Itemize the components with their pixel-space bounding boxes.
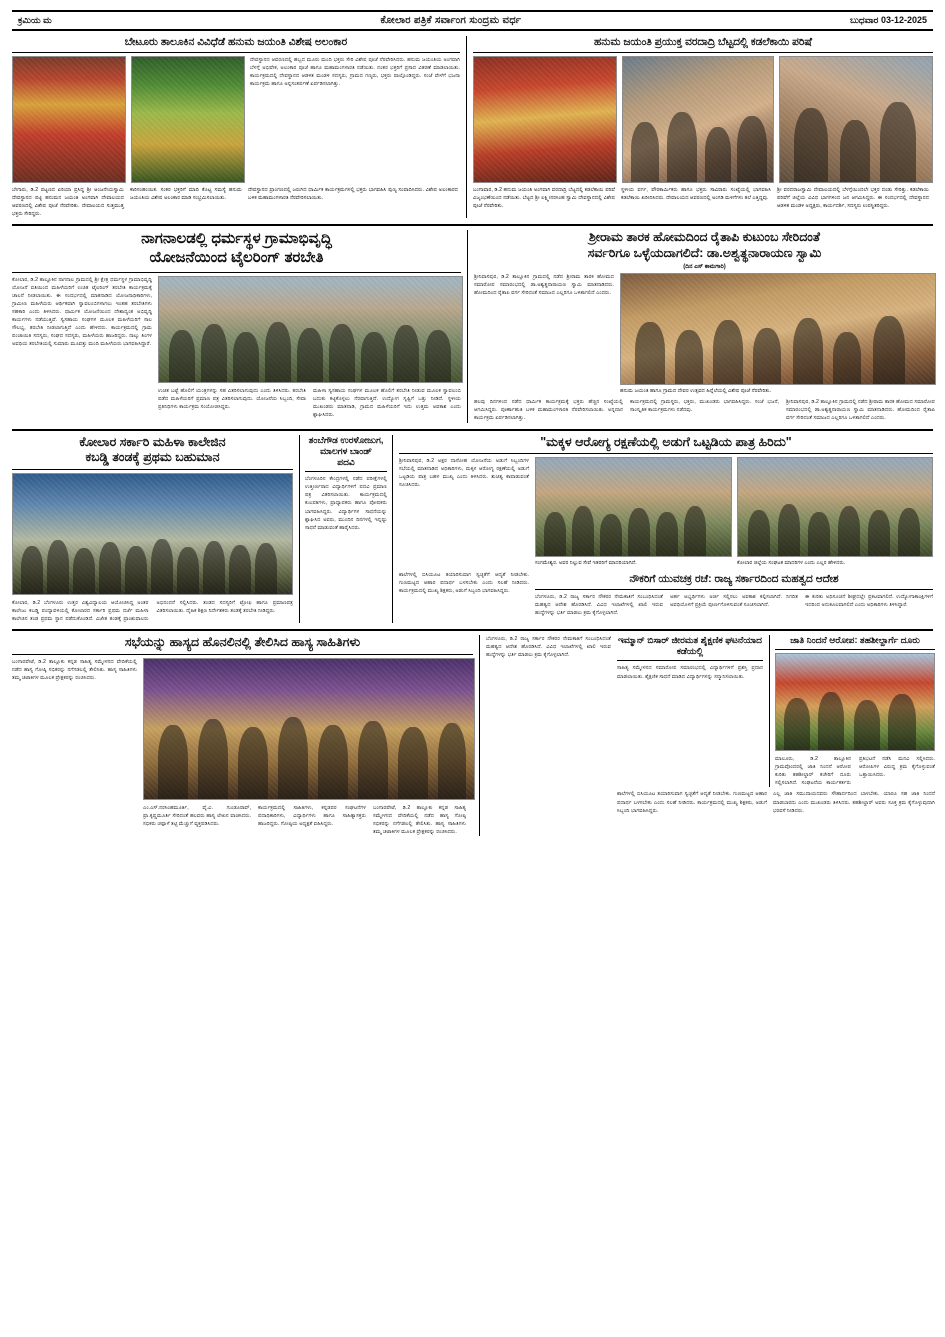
story-caste-complaint [769,635,935,788]
story-hanuma-jayanti-belur [12,36,466,218]
photo-kabaddi-team [12,473,293,595]
masthead-left: ಕ್ರಮಿಯ ಮ [18,15,52,25]
story-headline-line2: ಸರ್ವರಿಗೂ ಒಳ್ಳೆಯದಾಗಲಿದೆ: ಡಾ.ಅಶ್ವತ್ಥನಾರಾಯಣ ಸ್ವಾಮಿ [587,245,822,260]
story-tailoring-training [12,230,467,422]
story-headline-line2: ಮಾಲಗಳ ಬಾಂಡ್ [320,445,372,456]
story-headline: ಹನುಮ ಜಯಂತಿ ಪ್ರಯುಕ್ತ ವರದಾದ್ರಿ ಬೆಟ್ಟದಲ್ಲಿ ಕಡಲೆಕಾಯಿ ಪರಿಷೆ [594,36,812,48]
story-column-4: ಬಂಗಾರಪೇಟೆ, ಡಿ.2 ತಾಲ್ಲೂಕು ಕನ್ನಡ ಸಾಹಿತ್ಯ ಸಮ್ಮೇಳನದ ವೇದಿಕೆಯಲ್ಲಿ ನಡೆದ ಹಾಸ್ಯ ಗೋಷ್ಠಿ ಸಭಿಕರನ್ನು ನಗೆಗಡಲಲ್ಲಿ ತೇಲಿಸಿತು. ಹಾಸ್ಯ ಸಾಹಿತಿಗಳು ತಮ್ಮ ಚಟಾಕಿಗಳ ಮೂಲಕ ಪ್ರೇಕ್ಷಕರನ್ನು ರಂಜಿಸಿದರು. [373,804,466,835]
photo-meeting-1 [535,457,732,557]
jobs-column-1: ಬೆಂಗಳೂರು, ಡಿ.2 ರಾಜ್ಯ ಸರ್ಕಾರ ನೌಕರರ ನೇಮಕಾತಿಗೆ ಸಂಬಂಧಿಸಿದಂತೆ ಮಹತ್ವದ ಆದೇಶ ಹೊರಡಿಸಿದೆ. ವಿವಿಧ ಇಲಾಖೆಗಳಲ್ಲಿ ಖಾಲಿ ಇರುವ ಹುದ್ದೆಗಳನ್ನು ಭರ್ತಿ ಮಾಡಲು ಕ್ರಮ ಕೈಗೊಳ್ಳಲಾಗಿದೆ. [535,594,663,617]
story-degree-award [299,435,392,623]
photo-inauguration [158,276,463,383]
story-body: ಕೋಲಾರ, ಡಿ.2 ಬೆಂಗಳೂರು ಉತ್ತರ ವಿಶ್ವವಿದ್ಯಾಲಯ ಆಯೋಜಿಸಿದ್ದ ಅಂತರ ಕಾಲೇಜು ಕಬಡ್ಡಿ ಪಂದ್ಯಾವಳಿಯಲ್ಲಿ ಕೋಲಾರದ ಸರ್ಕಾರಿ ಪ್ರಥಮ ದರ್ಜೆ ಮಹಿಳಾ ಕಾಲೇಜಿನ ತಂಡ ಪ್ರಥಮ ಸ್ಥಾನ ಪಡೆದುಕೊಂಡಿದೆ. ವಿಜೇತ ತಂಡಕ್ಕೆ ಪ್ರಾಂಶುಪಾಲರು ಅಭಿನಂದನೆ ಸಲ್ಲಿಸಿದರು. ತಂಡದ ಸದಸ್ಯರಿಗೆ ಟ್ರೋಫಿ ಹಾಗೂ ಪ್ರಮಾಣಪತ್ರ ವಿತರಿಸಲಾಯಿತು. ದೈಹಿಕ ಶಿಕ್ಷಣ ನಿರ್ದೇಶಕರು ತಂಡಕ್ಕೆ ತರಬೇತಿ ನೀಡಿದ್ದರು. [12,599,293,622]
story-headline-line2: ಯೋಜನೆಯಿಂದ ಟೈಲರಿಂಗ್ ತರಬೇತಿ [149,249,324,267]
photo-caption-2: ಸ್ಥಳೀಯ ವರ್ಗ, ಪೌರಕಾರ್ಮಿಕರು ಹಾಗೂ ಭಕ್ತರು ಸಾವಿರಾರು ಸಂಖ್ಯೆಯಲ್ಲಿ ಭಾಗವಹಿಸಿ ಕಡಲೆಕಾಯಿ ಖರೀದಿಸಿದರು. ದೇವಾಲಯದ ಆವರಣದಲ್ಲಿ ಅಂಗಡಿ ಮಳಿಗೆಗಳು ತಲೆ ಎತ್ತಿದ್ದವು. [621,187,771,201]
story-kicker: (ದಿನ ಎಸ್ ಕಾಮಗಾರಿ) [683,263,726,270]
story-column-4: ಶ್ರೀನಿವಾಸಪುರ, ಡಿ.2 ತಾಲ್ಲೂಕಿನ ಗ್ರಾಮದಲ್ಲಿ ನಡೆದ ಶ್ರೀರಾಮ ತಾರಕ ಹೋಮದ ಸಮಾರೋಪ ಸಮಾರಂಭದಲ್ಲಿ ಡಾ.ಅಶ್ವತ್ಥನಾರಾಯಣ ಸ್ವಾಮಿ ಮಾತನಾಡಿದರು. ಹೋಮದಿಂದ ರೈತಾಪಿ ವರ್ಗ ಸೇರಿದಂತೆ ಸಮಾಜದ ಎಲ್ಲರಿಗೂ ಒಳಿತಾಗಲಿದೆ ಎಂದರು. [786,399,935,422]
story-column-carryover [486,635,611,815]
photo-devotees [779,56,933,183]
story-varadadri-kadalekai-parishe [466,36,933,218]
story-headline-line1: ಶ್ರೀರಾಮ ತಾರಕ ಹೋಮದಿಂದ ರೈತಾಪಿ ಕುಟುಂಬ ಸೇರಿದಂತೆ [589,230,820,245]
story-body-cont: ದೇವಸ್ಥಾನದ ಪ್ರಾಂಗಣದಲ್ಲಿ ಜರುಗಿದ ಧಾರ್ಮಿಕ ಕಾರ್ಯಕ್ರಮಗಳಲ್ಲಿ ಭಕ್ತರು ಭಾಗವಹಿಸಿ ಪುಣ್ಯ ಸಂಪಾದಿಸಿದರು. ವಿಶೇಷ ಅಲಂಕಾರದ ಬಳಿಕ ಮಹಾಮಂಗಳಾರತಿ ನೆರವೇರಿಸಲಾಯಿತು. [248,187,458,201]
photo-protest-banner [775,653,935,751]
masthead-date: ಬುಧವಾರ 03-12-2025 [849,15,927,25]
story-body-extra: ಶಾಲೆಗಳಲ್ಲಿ ಬಿಸಿಯೂಟ ತಯಾರಿಸುವಾಗ ಸ್ವಚ್ಛತೆಗೆ ಆದ್ಯತೆ ನೀಡಬೇಕು. ಗುಣಮಟ್ಟದ ಆಹಾರ ಪದಾರ್ಥ ಬಳಸಬೇಕು ಎಂದು ಸಲಹೆ ನೀಡಿದರು. ಕಾರ್ಯಕ್ರಮದಲ್ಲಿ ಮುಖ್ಯ ಶಿಕ್ಷಕರು, ಅಡುಗೆ ಸಿಬ್ಬಂದಿ ಭಾಗವಹಿಸಿದ್ದರು. [617,791,767,814]
jobs-column-3: ಈ ಕುರಿತು ಅಧಿಸೂಚನೆ ಶೀಘ್ರದಲ್ಲೇ ಪ್ರಕಟವಾಗಲಿದೆ. ಉದ್ಯೋಗಾಕಾಂಕ್ಷಿಗಳಿಗೆ ಇದರಿಂದ ಅನುಕೂಲವಾಗಲಿದೆ ಎಂದು ಅಧಿಕಾರಿಗಳು ತಿಳಿಸಿದ್ದಾರೆ. [805,594,933,609]
photo-caption-3: ಶ್ರೀ ವರದರಾಜಸ್ವಾಮಿ ದೇವಾಲಯದಲ್ಲಿ ಬೆಳಗ್ಗೆಯಿಂದಲೇ ಭಕ್ತರ ದಂಡು ಸೇರಿತ್ತು. ಕಡಲೆಕಾಯಿ ಪರಿಷೆಗೆ ಜಿಲ್ಲೆಯ ವಿವಿಧ ಭಾಗಗಳಿಂದ ಜನ ಆಗಮಿಸಿದ್ದರು. ಈ ಸಂದರ್ಭದಲ್ಲಿ ದೇವಸ್ಥಾನದ ಆಡಳಿತ ಮಂಡಳಿ ಅಧ್ಯಕ್ಷರು, ಕಾರ್ಯದರ್ಶಿ, ಸದಸ್ಯರು ಉಪಸ್ಥಿತರಿದ್ದರು. [777,187,929,209]
story-column-1: ಶ್ರೀನಿವಾಸಪುರ, ಡಿ.2 ಅಕ್ಷರ ದಾಸೋಹ ಯೋಜನೆಯ ಅಡುಗೆ ಸಿಬ್ಬಂದಿಗಳ ಸಭೆಯಲ್ಲಿ ಮಾತನಾಡಿದ ಅಧಿಕಾರಿಗಳು, ಮಕ್ಕಳ ಆರೋಗ್ಯ ರಕ್ಷಣೆಯಲ್ಲಿ ಅಡುಗೆ ಒಟ್ಟಡಿಯ ಪಾತ್ರ ಬಹಳ ಮುಖ್ಯ ಎಂದು ತಿಳಿಸಿದರು. ಶುಚಿತ್ವ ಕಾಪಾಡುವಂತೆ ಸೂಚಿಸಿದರು. [399,458,529,489]
photo-meeting-2 [737,457,934,557]
carryover-text: ಬೆಂಗಳೂರು, ಡಿ.2 ರಾಜ್ಯ ಸರ್ಕಾರ ನೌಕರರ ನೇಮಕಾತಿಗೆ ಸಂಬಂಧಿಸಿದಂತೆ ಮಹತ್ವದ ಆದೇಶ ಹೊರಡಿಸಿದೆ. ವಿವಿಧ ಇಲಾಖೆಗಳಲ್ಲಿ ಖಾಲಿ ಇರುವ ಹುದ್ದೆಗಳನ್ನು ಭರ್ತಿ ಮಾಡಲು ಕ್ರಮ ಕೈಗೊಳ್ಳಲಾಗಿದೆ. [486,635,611,659]
story-headline: ಇಮ್ಮಾನ್ ಬಿಸಾರ್ ಜೀರಮತ ಶೈಕ್ಷಣಿಕ ಘಟನೆಯಾದ ಕಡೆಯಲ್ಲಿ [618,634,762,657]
story-headline-line1: ನಾಗನಾಲಡಲ್ಲಿ ಧರ್ಮಸ್ಥಳ ಗ್ರಾಮಾಭಿವೃದ್ಧಿ [141,230,332,248]
story-school-award [617,635,763,788]
story-body-top: ದೇವಸ್ಥಾನದ ಆವರಣದಲ್ಲಿ ಹಬ್ಬದ ಮೂರು ಮಂದಿ ಭಕ್ತರು ಸೇರಿ ವಿಶೇಷ ಪೂಜೆ ನೆರವೇರಿಸಿದರು. ಹನುಮ ಜಯಂತಿಯ ಅಂಗವಾಗಿ ಬೆಳಗ್ಗೆ ಅಭಿಷೇಕ, ಅಲಂಕಾರ ಪೂಜೆ ಹಾಗೂ ಮಹಾಮಂಗಳಾರತಿ ನಡೆಯಿತು. ನಂತರ ಭಕ್ತರಿಗೆ ಪ್ರಸಾದ ವಿತರಣೆ ಮಾಡಲಾಯಿತು. ಕಾರ್ಯಕ್ರಮದಲ್ಲಿ ದೇವಸ್ಥಾನದ ಆಡಳಿತ ಮಂಡಳಿ ಸದಸ್ಯರು, ಗ್ರಾಮದ ಗಣ್ಯರು, ಭಕ್ತರು ಪಾಲ್ಗೊಂಡಿದ್ದರು. ಸಂಜೆ ವೇಳೆಗೆ ಭಜನಾ ಕಾರ್ಯಕ್ರಮ ಹಾಗೂ ಅನ್ನಸಂತರ್ಪಣೆ ಏರ್ಪಡಿಸಲಾಗಿತ್ತು. [250,57,460,88]
photo-caption: ಹನುಮ ಜಯಂತಿ ಹಾಗೂ ಗ್ರಾಮದ ದೇವರ ಉತ್ಸವದ ಹಿನ್ನೆಲೆಯಲ್ಲಿ ವಿಶೇಷ ಪೂಜೆ ನೆರವೇರಿತು. [620,387,772,394]
story-column-1: ಶ್ರೀನಿವಾಸಪುರ, ಡಿ.2 ತಾಲ್ಲೂಕಿನ ಗ್ರಾಮದಲ್ಲಿ ನಡೆದ ಶ್ರೀರಾಮ ತಾರಕ ಹೋಮದ ಸಮಾರೋಪ ಸಮಾರಂಭದಲ್ಲಿ ಡಾ.ಅಶ್ವತ್ಥನಾರಾಯಣ ಸ್ವಾಮಿ ಮಾತನಾಡಿದರು. ಹೋಮದಿಂದ ರೈತಾಪಿ ವರ್ಗ ಸೇರಿದಂತೆ ಸಮಾಜದ ಎಲ್ಲರಿಗೂ ಒಳಿತಾಗಲಿದೆ ಎಂದರು. [474,273,614,296]
story-headline: "ಮಕ್ಕಳ ಆರೋಗ್ಯ ರಕ್ಷಣೆಯಲ್ಲಿ ಅಡುಗೆ ಒಟ್ಟಡಿಯ ಪಾತ್ರ ಹಿರಿದು" [540,434,792,449]
photo-shrine-2 [131,56,245,183]
story-headline-line2: ಕಬಡ್ಡಿ ತಂಡಕ್ಕೆ ಪ್ರಥಮ ಬಹುಮಾನ [85,450,220,465]
story-column-2: ಎಂ.ಎಸ್.ನರಸಿಂಹಮೂರ್ತಿ, ವೈ.ವಿ. ಗುಂಡೂರಾವ್, ಪ್ರಾ.ಕೃಷ್ಣಮೂರ್ತಿ ಸೇರಿದಂತೆ ಹಲವರು ಹಾಸ್ಯ ಲೇಖನ ವಾಚಿಸಿದರು. ಸಭಿಕರು ಚಪ್ಪಾಳೆ ತಟ್ಟಿ ಮೆಚ್ಚುಗೆ ವ್ಯಕ್ತಪಡಿಸಿದರು. [143,804,251,827]
photo-temple [473,56,617,183]
story-headline: ಜಾತಿ ನಿಂದನೆ ಆರೋಪ: ತಹಶೀಲ್ದಾರ್ಗೆ ದೂರು [790,634,920,645]
story-child-health-kitchen [392,435,933,623]
photo-felicitation-stage [143,658,475,800]
story-kabaddi-first-prize [12,435,299,623]
story-column-3: ಕಾರ್ಯಕ್ರಮದಲ್ಲಿ ಗ್ರಾಮಸ್ಥರು, ಭಕ್ತರು, ಮುಖಂಡರು ಭಾಗವಹಿಸಿದ್ದರು. ಸಂಜೆ ಭಜನೆ, ಸಾಂಸ್ಕೃತಿಕ ಕಾರ್ಯಕ್ರಮಗಳು ನಡೆದವು. [630,399,779,414]
story-body: ಬೆಂಗಳೂರಿನ ಕೇಂದ್ರಗಳಲ್ಲಿ ನಡೆದ ಪರೀಕ್ಷೆಗಳಲ್ಲಿ ಉತ್ತೀರ್ಣರಾದ ವಿದ್ಯಾರ್ಥಿಗಳಿಗೆ ಪದವಿ ಪ್ರಮಾಣ ಪತ್ರ ವಿತರಿಸಲಾಯಿತು. ಕಾರ್ಯಕ್ರಮದಲ್ಲಿ ಕುಲಪತಿಗಳು, ಪ್ರಾಧ್ಯಾಪಕರು ಹಾಗೂ ಪೋಷಕರು ಭಾಗವಹಿಸಿದ್ದರು. ವಿದ್ಯಾರ್ಥಿಗಳ ಸಾಧನೆಯನ್ನು ಶ್ಲಾಘಿಸಿದ ಅವರು, ಮುಂದಿನ ದಿನಗಳಲ್ಲಿ ಇನ್ನಷ್ಟು ಸಾಧನೆ ಮಾಡುವಂತೆ ಹಾರೈಸಿದರು. [305,476,387,531]
story-column-1: ಕೋಲಾರ, ಡಿ.2 ತಾಲ್ಲೂಕಿನ ನಾಗನಾಲ ಗ್ರಾಮದಲ್ಲಿ ಶ್ರೀ ಕ್ಷೇತ್ರ ಧರ್ಮಸ್ಥಳ ಗ್ರಾಮಾಭಿವೃದ್ಧಿ ಯೋಜನೆ ವತಿಯಿಂದ ಮಹಿಳೆಯರಿಗೆ ಉಚಿತ ಟೈಲರಿಂಗ್ ತರಬೇತಿ ಕಾರ್ಯಕ್ರಮಕ್ಕೆ ಚಾಲನೆ ನೀಡಲಾಯಿತು. ಈ ಸಂದರ್ಭದಲ್ಲಿ ಮಾತನಾಡಿದ ಯೋಜನಾಧಿಕಾರಿಗಳು, ಗ್ರಾಮೀಣ ಮಹಿಳೆಯರು ಆರ್ಥಿಕವಾಗಿ ಸ್ವಾವಲಂಬಿಗಳಾಗಲು ಇಂತಹ ತರಬೇತಿಗಳು ಸಹಕಾರಿ ಎಂದು ತಿಳಿಸಿದರು. ಧಾರ್ಮಿಕ ಯೋಜನೆಯಿಂದ ದೇಶಾದ್ಯಂತ ಅಭಿವೃದ್ಧಿ ಕಾರ್ಯಗಳು ನಡೆಯುತ್ತಿವೆ. ಸ್ವಸಹಾಯ ಸಂಘಗಳ ಮೂಲಕ ಮಹಿಳೆಯರಿಗೆ ಸಾಲ ಸೌಲಭ್ಯ, ತರಬೇತಿ ನೀಡಲಾಗುತ್ತಿದೆ ಎಂದು ಹೇಳಿದರು. ಕಾರ್ಯಕ್ರಮದಲ್ಲಿ ಗ್ರಾಮ ಪಂಚಾಯಿತಿ ಸದಸ್ಯರು, ಸಂಘದ ಸದಸ್ಯರು, ಮಹಿಳೆಯರು ಹಾಜರಿದ್ದರು. ನಾಲ್ಕು ತಿಂಗಳ ಅವಧಿಯ ತರಬೇತಿಯಲ್ಲಿ ಸುಮಾರು ಮೂವತ್ತು ಮಂದಿ ಮಹಿಳೆಯರು ಭಾಗವಹಿಸಿದ್ದಾರೆ. [12,276,152,348]
photo-shrine-1 [12,56,126,183]
photo-caption-1: ಸಂಗಮೇಶ್ವರ. ಅವರ ನಿಲ್ಲುವ ಸೇವೆ ಇತರರಿಗೆ ಮಾದರಿಯಾಗಿದೆ. [535,560,637,567]
jobs-column-2: ಅರ್ಹ ಅಭ್ಯರ್ಥಿಗಳು ಅರ್ಜಿ ಸಲ್ಲಿಸಲು ಅವಕಾಶ ಕಲ್ಪಿಸಲಾಗಿದೆ. ನಿಗದಿತ ಅವಧಿಯೊಳಗೆ ಪ್ರಕ್ರಿಯೆ ಪೂರ್ಣಗೊಳಿಸುವಂತೆ ಸೂಚಿಸಲಾಗಿದೆ. [670,594,798,609]
story-body: ಸಾಹಿತ್ಯ ಸಮ್ಮೇಳನದ ಸಮಾರೋಪ ಸಮಾರಂಭದಲ್ಲಿ ವಿದ್ಯಾರ್ಥಿಗಳಿಗೆ ಪ್ರಶಸ್ತಿ ಪ್ರದಾನ ಮಾಡಲಾಯಿತು. ಶೈಕ್ಷಣಿಕ ಸಾಧನೆ ಮಾಡಿದ ವಿದ್ಯಾರ್ಥಿಗಳನ್ನು ಸನ್ಮಾನಿಸಲಾಯಿತು. [617,665,763,680]
photo-caption-2: ಕೋಲಾರ ಜಿಲ್ಲೆಯ ಸಂಘಟಕ ಮಾದರಿಗಳ ಎಂದು ಎಲ್ಲರ ಹೇಳಿದರು. [737,560,846,567]
story-headline-jobs: ನೌಕರಿಗೆ ಯುವಚಕ್ರ ರಚೆ: ರಾಜ್ಯ ಸರ್ಕಾರದಿಂದ ಮಹತ್ವದ ಆದೇಶ [629,572,839,585]
story-headline-line1: ಕೋಲಾರ ಸರ್ಕಾರಿ ಮಹಿಳಾ ಕಾಲೇಜಿನ [79,434,226,449]
story-column-2: ಶಾಲೆಗಳಲ್ಲಿ ಬಿಸಿಯೂಟ ತಯಾರಿಸುವಾಗ ಸ್ವಚ್ಛತೆಗೆ ಆದ್ಯತೆ ನೀಡಬೇಕು. ಗುಣಮಟ್ಟದ ಆಹಾರ ಪದಾರ್ಥ ಬಳಸಬೇಕು ಎಂದು ಸಲಹೆ ನೀಡಿದರು. ಕಾರ್ಯಕ್ರಮದಲ್ಲಿ ಮುಖ್ಯ ಶಿಕ್ಷಕರು, ಅಡುಗೆ ಸಿಬ್ಬಂದಿ ಭಾಗವಹಿಸಿದ್ದರು. [399,571,529,595]
story-humor-literature [12,635,479,836]
story-headline-line1: ತಂಬೆಗೌಡ ಉರಳೋಜುಗ, [308,434,384,445]
masthead [12,10,933,31]
story-column-2: ಉಚಿತ ಬಟ್ಟೆ ಹೊಲಿಗೆ ಯಂತ್ರಗಳನ್ನು ಸಹ ವಿತರಿಸಲಾಗುವುದು ಎಂದು ತಿಳಿಸಿದರು. ತರಬೇತಿ ಪಡೆದ ಮಹಿಳೆಯರಿಗೆ ಪ್ರಮಾಣ ಪತ್ರ ವಿತರಿಸಲಾಗುವುದು. ಯೋಜನೆಯ ಸಿಬ್ಬಂದಿ, ಸೇವಾ ಪ್ರತಿನಿಧಿಗಳು ಕಾರ್ಯಕ್ರಮ ಸಂಯೋಜಿಸಿದ್ದರು. [158,387,306,410]
story-srirama-taraka-homa [467,230,935,422]
masthead-center: ಕೋಲಾರ ಪತ್ರಿಕೆ ಸರ್ವಾಂಗ ಸುಂದ್ರಮ ವರ್ಧ [380,15,522,26]
photo-caption-2: ಕಾರಿಸಂಹಂಯಿತ. ಸಂಕರ ಭಕ್ತರಿಗೆ ಮಾದಿ ಕೊಟ್ಟ ಸಮಸ್ಯೆ ಹನುಮ ಜಯಂತಿಯ ವಿಶೇಷ ಅಲಂಕಾರ ಮಾಡಿ ಸಂಭ್ರಮಿಸಲಾಯಿತು. [130,187,242,201]
story-headline-line3: ಪದವಿ [337,457,355,468]
story-column-1: ಬಂಗಾರಪೇಟೆ, ಡಿ.2 ತಾಲ್ಲೂಕು ಕನ್ನಡ ಸಾಹಿತ್ಯ ಸಮ್ಮೇಳನದ ವೇದಿಕೆಯಲ್ಲಿ ನಡೆದ ಹಾಸ್ಯ ಗೋಷ್ಠಿ ಸಭಿಕರನ್ನು ನಗೆಗಡಲಲ್ಲಿ ತೇಲಿಸಿತು. ಹಾಸ್ಯ ಸಾಹಿತಿಗಳು ತಮ್ಮ ಚಟಾಕಿಗಳ ಮೂಲಕ ಪ್ರೇಕ್ಷಕರನ್ನು ರಂಜಿಸಿದರು. [12,658,137,681]
photo-caption-1: ಬಂಗಾವಾರ, ಡಿ.2 ಹನುಮ ಜಯಂತಿ ಅಂಗವಾಗಿ ವರದಾದ್ರಿ ಬೆಟ್ಟದಲ್ಲಿ ಕಡಲೆಕಾಯಿ ಪರಿಷೆ ವಿಜೃಂಭಣೆಯಿಂದ ನಡೆಯಿತು. ಬೆಟ್ಟದ ಶ್ರೀ ಲಕ್ಷ್ಮೀನರಸಿಂಹ ಸ್ವಾಮಿ ದೇವಸ್ಥಾನದಲ್ಲಿ ವಿಶೇಷ ಪೂಜೆ ನೆರವೇರಿತು. [473,187,615,209]
story-column-2: ಹಲವು ದಿನಗಳಿಂದ ನಡೆದ ಧಾರ್ಮಿಕ ಕಾರ್ಯಕ್ರಮಕ್ಕೆ ಭಕ್ತರು ಹೆಚ್ಚಿನ ಸಂಖ್ಯೆಯಲ್ಲಿ ಆಗಮಿಸಿದ್ದರು. ಪೂರ್ಣಾಹುತಿ ಬಳಿಕ ಮಹಾಮಂಗಳಾರತಿ ನೆರವೇರಿಸಲಾಯಿತು. ಅನ್ನದಾನ ಕಾರ್ಯಕ್ರಮ ಏರ್ಪಡಿಸಲಾಗಿತ್ತು. [474,399,623,422]
story-body: ಮಾಲೂರು, ಡಿ.2 ತಾಲ್ಲೂಕಿನ ಗ್ರಾಮವೊಂದರಲ್ಲಿ ಜಾತಿ ನಿಂದನೆ ಆರೋಪ ಕುರಿತು ತಹಶೀಲ್ದಾರ್ ಕಚೇರಿಗೆ ದೂರು ಸಲ್ಲಿಸಲಾಗಿದೆ. ಸಂಘಟನೆಯ ಕಾರ್ಯಕರ್ತರು ಪ್ರತಿಭಟನೆ ನಡೆಸಿ ಮನವಿ ಸಲ್ಲಿಸಿದರು. ಆರೋಪಿಗಳ ವಿರುದ್ಧ ಕ್ರಮ ಕೈಗೊಳ್ಳುವಂತೆ ಒತ್ತಾಯಿಸಿದರು. [775,756,935,787]
story-column-3: ಮಹಿಳಾ ಸ್ವಸಹಾಯ ಸಂಘಗಳ ಮೂಲಕ ಹೊಲಿಗೆ ತರಬೇತಿ ನೀಡುವ ಮೂಲಕ ಸ್ವಾವಲಂಬಿ ಬದುಕು ಕಟ್ಟಿಕೊಳ್ಳಲು ನೆರವಾಗುತ್ತಿದೆ. ಉದ್ಯೋಗ ಸೃಷ್ಟಿಗೆ ಒತ್ತು ನೀಡಿದೆ. ಸ್ಥಳೀಯ ಮುಖಂಡರು ಮಾತನಾಡಿ, ಗ್ರಾಮದ ಮಹಿಳೆಯರಿಗೆ ಇದು ಉತ್ತಮ ಅವಕಾಶ ಎಂದು ಶ್ಲಾಘಿಸಿದರು. [313,387,461,418]
story-headline: ಸಭೆಯನ್ನು ಹಾಸ್ಯದ ಹೊನಲಿನಲ್ಲಿ ತೇಲಿಸಿದ ಹಾಸ್ಯ ಸಾಹಿತಿಗಳು [124,634,361,649]
story-body-extra-2: ಎಲ್ಲ ಜಾತಿ ಸಮುದಾಯದವರು ಸೌಹಾರ್ದದಿಂದ ಬಾಳಬೇಕು. ಯಾರೂ ಸಹ ಜಾತಿ ನಿಂದನೆ ಮಾಡಬಾರದು ಎಂದು ಮುಖಂಡರು ತಿಳಿಸಿದರು. ತಹಶೀಲ್ದಾರ್ ಅವರು ಸೂಕ್ತ ಕ್ರಮ ಕೈಗೊಳ್ಳುವುದಾಗಿ ಭರವಸೆ ನೀಡಿದರು. [773,791,935,814]
story-column-3: ಕಾರ್ಯಕ್ರಮದಲ್ಲಿ ಸಾಹಿತಿಗಳು, ಕನ್ನಡಪರ ಸಂಘಟನೆಗಳ ಪದಾಧಿಕಾರಿಗಳು, ವಿದ್ಯಾರ್ಥಿಗಳು ಹಾಗೂ ಸಾಹಿತ್ಯಾಸಕ್ತರು ಹಾಜರಿದ್ದರು. ಗೋಷ್ಠಿಯ ಅಧ್ಯಕ್ಷತೆ ವಹಿಸಿದ್ದರು. [258,804,366,827]
story-bottom-right-block [479,635,935,836]
photo-crowd [622,56,774,183]
photo-caption-1: ಬೇಗಾರು, ಡಿ.2 ಪಟ್ಟಣದ ಏರಿಯಾ ಪ್ರಸಿದ್ಧ ಶ್ರೀ ಆಂಜನೇಯಸ್ವಾಮಿ ದೇವಸ್ಥಾನದ ಪಟ್ಟಿ ಹನುಮನ ಜಯಂತಿ ಅಂಗವಾಗಿ ದೇವಾಲಯದ ಆವರಣದಲ್ಲಿ ವಿಶೇಷ ಪೂಜೆ ನೆರವೇರಿತು. ದೇವಾಲಯದ ಸುತ್ತಮುತ್ತ ಭಕ್ತರು ಸೇರಿದ್ದರು. [12,187,124,217]
photo-homa-ritual [620,273,936,385]
story-headline: ಬೇಟೂರು ತಾಲೂಕಿನ ವಿವಿಧೆಡೆ ಹನುಮ ಜಯಂತಿ ವಿಶೇಷ ಅಲಂಕಾರ [124,36,348,48]
